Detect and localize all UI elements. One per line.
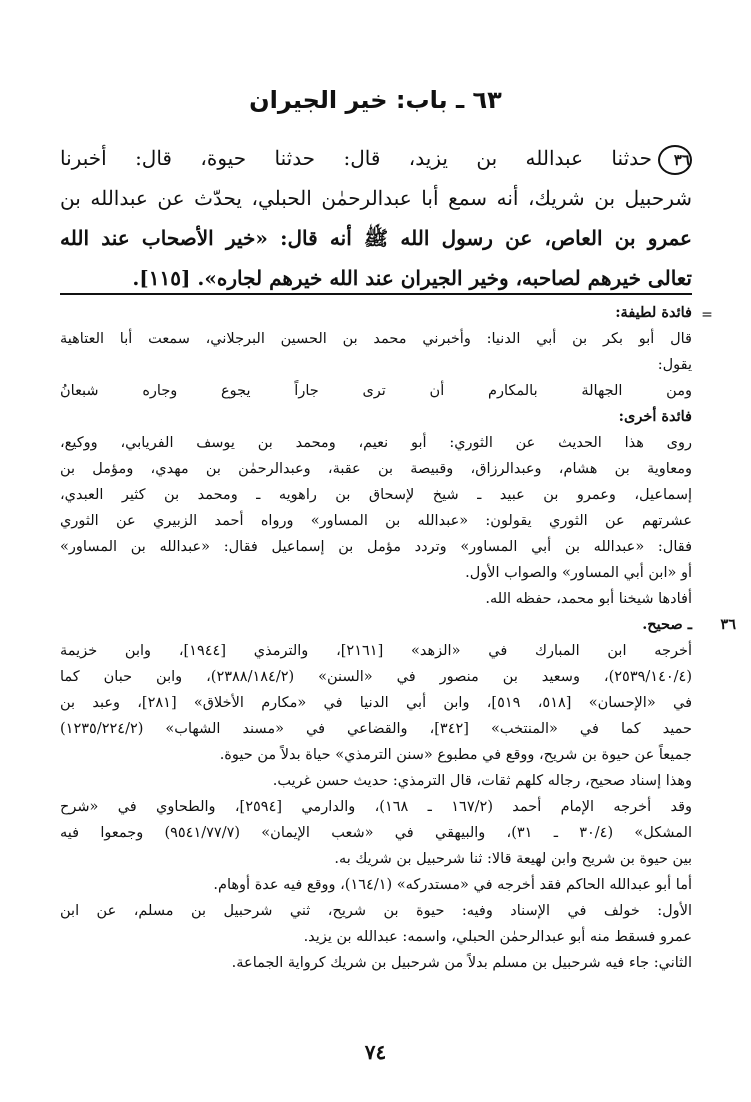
takhrij-line: وهذا إسناد صحيح، رجاله كلهم ثقات، قال الترمذي: حديث حسن غريب.: [272, 773, 692, 789]
hadith-line: تعالى خيرهم لصاحبه، وخير الجيران عند الله خيرهم لجاره». [١١٥].: [132, 266, 692, 290]
takhrij-line: الثاني: جاء فيه شرحبيل بن مسلم بدلاً من شرحبيل بن شريك كرواية الجماعة.: [231, 955, 692, 971]
continuation-marker: =: [701, 307, 713, 323]
page-number: ٧٤: [364, 1040, 387, 1064]
note-line: ومعاوية بن هشام، وعبدالرزاق، وقبيصة بن عقبة، وعبدالرحمٰن بن مهدي، ومؤمل بن: [60, 461, 692, 477]
note-line: روى هذا الحديث عن الثوري: أبو نعيم، ومحمد بن يوسف الفريابي، ووكيع،: [60, 435, 692, 451]
note-line: قال أبو بكر بن أبي الدنيا: وأخبرني محمد بن الحسين البرجلاني، سمعت أبا العتاهية: [60, 331, 692, 347]
takhrij-number: ٣٦: [720, 616, 736, 633]
chapter-title: ٦٣ ـ باب: خير الجيران: [249, 86, 502, 114]
hadith-text: [60, 138, 692, 298]
takhrij-line: الأول: خولف في الإسناد وفيه: حيوة بن شريح، ثني شرحبيل بن مسلم، عن ابن: [60, 903, 692, 919]
note-heading: فائدة لطيفة:: [615, 304, 692, 321]
hadith-line: شرحبيل بن شريك، أنه سمع أبا عبدالرحمٰن الحبلي، يحدّث عن عبدالله بن: [60, 186, 692, 210]
note-line: يقول:: [657, 357, 692, 373]
takhrij-line: أما أبو عبدالله الحاكم فقد أخرجه في «مستدركه» (١٦٤/١)، ووقع فيه عدة أوهام.: [213, 877, 692, 893]
note-line: أفادها شيخنا أبو محمد، حفظه الله.: [485, 591, 692, 607]
takhrij-line: بين حيوة بن شريح وابن لهيعة قالا: ثنا شرحبيل بن شريك به.: [334, 851, 692, 867]
footnote-divider: [60, 293, 692, 295]
note-line: عشرتهم عن الثوري يقولون: «عبدالله بن المساور» ورواه أحمد الزبيري عن الثوري: [60, 513, 692, 529]
takhrij-line: (٢٥٣٩/١٤٠/٤)، وسعيد بن منصور في «السنن» (٢٣٨٨/١٨٤/٢)، وابن حبان كما: [60, 669, 692, 685]
takhrij-heading: ـ صحيح.: [642, 616, 692, 633]
hadith-line: ٣٦حدثنا عبدالله بن يزيد، قال: حدثنا حيوة، قال: أخبرنا: [60, 138, 692, 178]
takhrij-line: أخرجه ابن المبارك في «الزهد» [٢١٦١]، والترمذي [١٩٤٤]، وابن خزيمة: [60, 643, 692, 659]
hadith-number: ٣٦: [658, 145, 692, 175]
note-line: فقال: «عبدالله بن أبي المساور» وتردد مؤمل بن إسماعيل فقال: «عبدالله بن المساور»: [60, 539, 692, 555]
note-heading: فائدة أخرى:: [618, 408, 692, 425]
note-line: أو «ابن أبي المساور» والصواب الأول.: [465, 565, 692, 581]
takhrij-line: المشكل» (٣٠/٤ ـ ٣١)، والبيهقي في «شعب الإيمان» (٩٥٤١/٧٧/٧) وجمعوا فيه: [60, 825, 692, 841]
hadith-line: عمرو بن العاص، عن رسول الله ﷺ أنه قال: «خير الأصحاب عند الله: [60, 226, 692, 250]
note-line: إسماعيل، وعمرو بن عبيد ـ شيخ لإسحاق بن راهويه ـ ومحمد بن كثير العبدي،: [60, 487, 692, 503]
takhrij-line: جميعاً عن حيوة بن شريح، ووقع في مطبوع «سنن الترمذي» حياة بدلاً من حيوة.: [219, 747, 692, 763]
takhrij-line: في «الإحسان» [٥١٨، ٥١٩]، وابن أبي الدنيا في «مكارم الأخلاق» [٢٨١]، وعبد بن: [60, 695, 692, 711]
takhrij-line: وقد أخرجه الإمام أحمد (١٦٧/٢ ـ ١٦٨)، والدارمي [٢٥٩٤]، والطحاوي في «شرح: [60, 799, 693, 815]
takhrij-line: حميد كما في «المنتخب» [٣٤٢]، والقضاعي في «مسند الشهاب» (١٢٣٥/٢٢٤/٢): [60, 721, 692, 737]
poem-verse: ومن الجهالة بالمكارم أن ترى جاراً يجوع وجاره شبعانُ: [60, 383, 692, 399]
footnotes: [60, 300, 692, 976]
takhrij-line: عمرو فسقط منه أبو عبدالرحمٰن الحبلي، واسمه: عبدالله بن يزيد.: [303, 929, 692, 945]
